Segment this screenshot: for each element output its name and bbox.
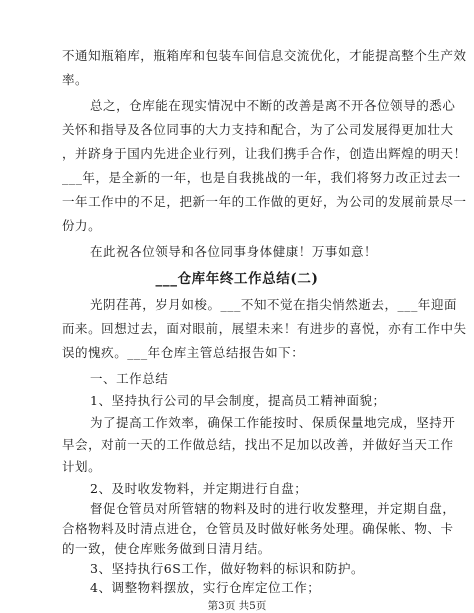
paragraph-line: 关怀和指导及各位同事的大力支持和配合，为了公司发展得更加壮大 bbox=[62, 122, 454, 137]
paragraph-line: 份力。 bbox=[62, 218, 102, 233]
paragraph-line: 督促仓管员对所管辖的物料及时的进行收发整理，并定期自盘， bbox=[90, 501, 456, 516]
paragraph-line: 光阴荏苒，岁月如梭。___不知不觉在指尖悄然逝去，___年迎面 bbox=[90, 297, 458, 312]
paragraph-line: ___年，是全新的一年，也是自我挑战的一年，我们将努力改正过去一 bbox=[62, 170, 461, 185]
paragraph-line: 一年工作中的不足，把新一年的工作做的更好，为公司的发展前景尽一 bbox=[62, 194, 467, 209]
paragraph-line: 误的愧疚。___年仓库主管总结报告如下： bbox=[62, 345, 305, 360]
heading-work-summary: 一、工作总结 bbox=[90, 371, 169, 386]
item-title: 1、坚持执行公司的早会制度，提高员工精神面貌； bbox=[90, 393, 386, 408]
page-footer: 第3页 共5页 bbox=[207, 600, 267, 612]
paragraph-line: 总之，仓库能在现实情况中不断的改善是离不开各位领导的悉心 bbox=[90, 98, 456, 113]
paragraph-line: 早会，对前一天的工作做总结，找出不足加以改善，并做好当天工作 bbox=[62, 437, 454, 452]
paragraph-line: 合格物料及时清点进仓，仓管员及时做好帐务处理。确保帐、物、卡 bbox=[62, 521, 454, 536]
paragraph-line: 的一致，使仓库账务做到日清月结。 bbox=[62, 541, 271, 556]
item-title: 3、坚持执行6S工作，做好物料的标识和防护。 bbox=[90, 561, 365, 576]
paragraph-line: ，并跻身于国内先进企业行列，让我们携手合作，创造出辉煌的明天！ bbox=[62, 146, 467, 161]
paragraph-line: 而来。回想过去，面对眼前，展望未来！有进步的喜悦，亦有工作中失 bbox=[62, 321, 467, 336]
paragraph-line: 为了提高工作效率，确保工作能按时、保质保量地完成，坚持开 bbox=[90, 415, 456, 430]
wish-line: 在此祝各位领导和各位同事身体健康！万事如意！ bbox=[90, 244, 378, 259]
section-title: ___仓库年终工作总结(二) bbox=[155, 271, 319, 287]
paragraph-line: 率。 bbox=[62, 72, 89, 87]
item-title: 4、调整物料摆放，实行仓库定位工作； bbox=[90, 580, 321, 595]
item-title: 2、及时收发物料，并定期进行自盘； bbox=[90, 481, 308, 496]
paragraph-line: 不通知瓶箱库，瓶箱库和包装车间信息交流优化，才能提高整个生产效 bbox=[62, 48, 467, 63]
paragraph-line: 计划。 bbox=[62, 459, 102, 474]
